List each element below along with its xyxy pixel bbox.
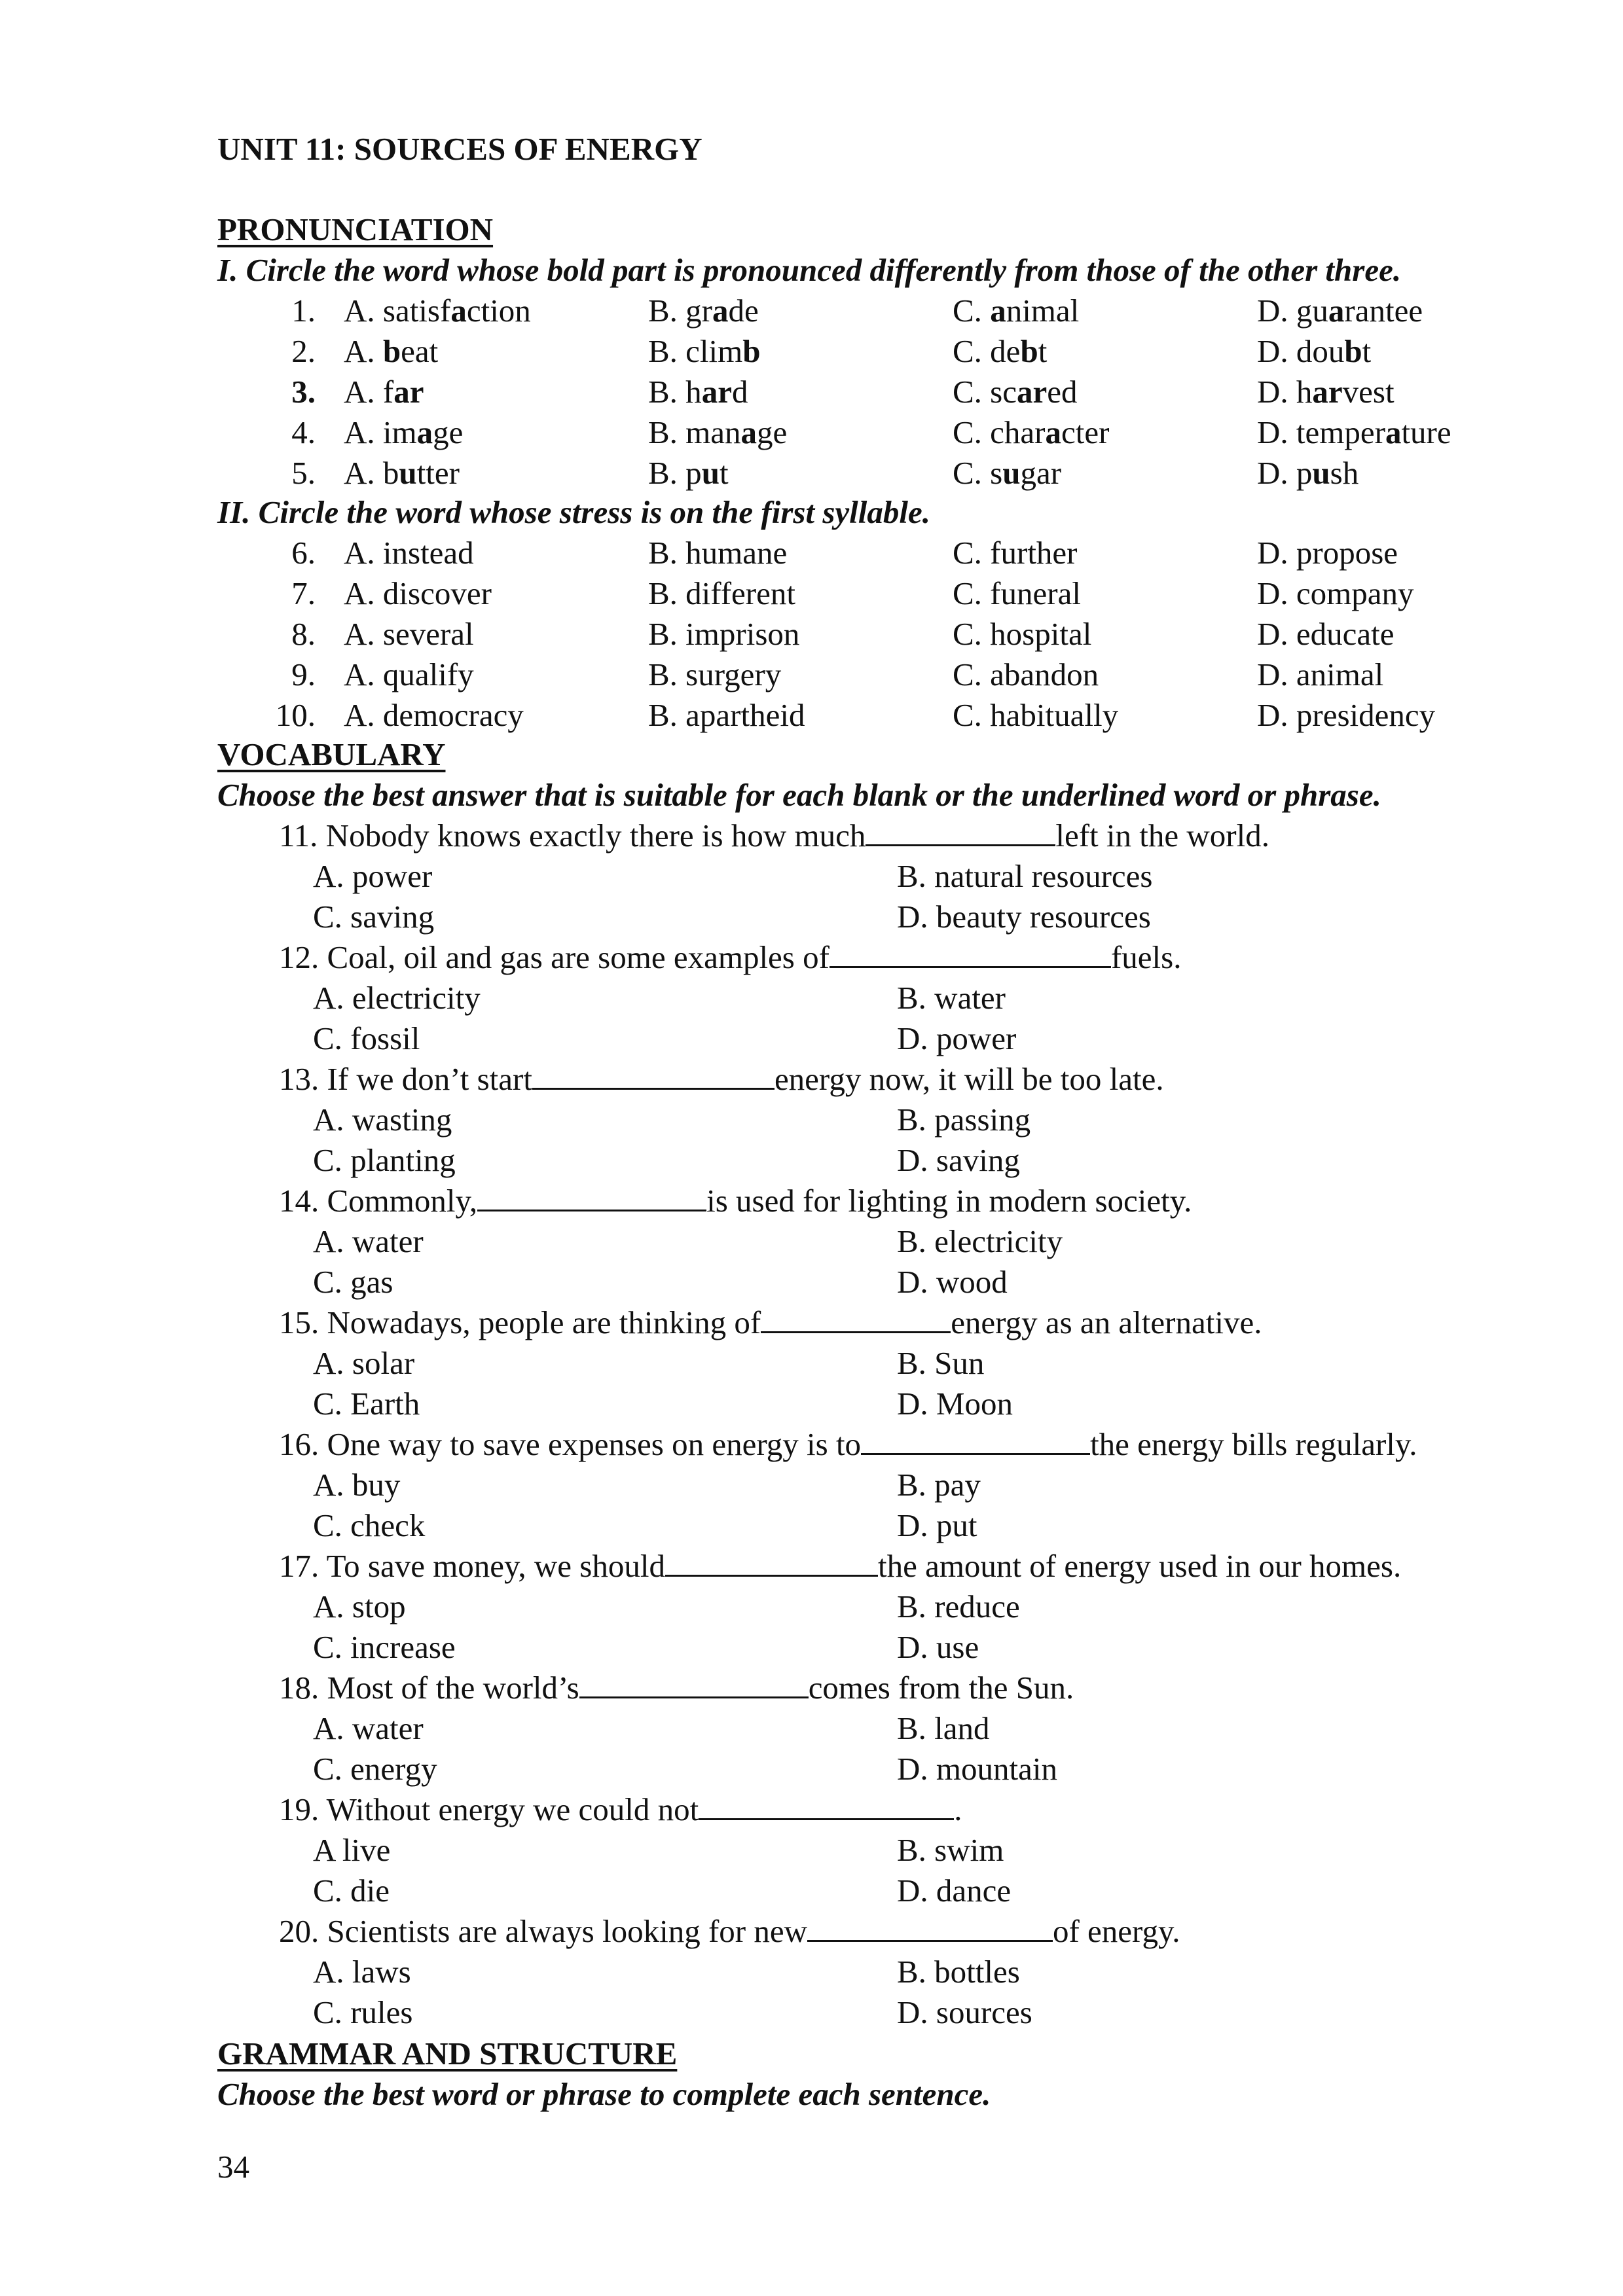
bold-part: a xyxy=(450,293,467,329)
question-stem xyxy=(279,1181,1192,1221)
option-d[interactable]: D. beauty resources xyxy=(897,899,1151,935)
question-text-after: the energy bills regularly. xyxy=(1090,1426,1417,1462)
answer-blank[interactable] xyxy=(861,1426,1090,1455)
option-b[interactable]: B. climb xyxy=(648,333,761,369)
option-b[interactable]: B. pay xyxy=(897,1467,981,1503)
option-a[interactable]: A. far xyxy=(344,374,424,410)
answer-blank[interactable] xyxy=(579,1669,809,1698)
option-b[interactable]: B. different xyxy=(648,575,795,611)
option-b[interactable]: B. imprison xyxy=(648,616,800,652)
question-text: 18. Most of the world’s xyxy=(279,1670,579,1706)
option-a[interactable]: A. discover xyxy=(344,575,492,611)
option-a[interactable]: A. satisfaction xyxy=(344,293,531,329)
question-text: 14. Commonly, xyxy=(279,1183,478,1219)
option-c[interactable]: C. planting xyxy=(313,1142,456,1178)
bold-part: b xyxy=(1344,333,1362,369)
option-a[interactable]: A. several xyxy=(344,616,474,652)
question-text: 17. To save money, we should xyxy=(279,1548,665,1584)
option-a[interactable]: A. instead xyxy=(344,535,474,571)
bold-part: u xyxy=(399,455,417,491)
option-c[interactable]: C. character xyxy=(953,414,1110,450)
item-number: 10. xyxy=(275,697,316,733)
item-number: 4. xyxy=(291,414,316,450)
question-text-after: energy now, it will be too late. xyxy=(774,1061,1164,1097)
option-d[interactable]: D. doubt xyxy=(1257,333,1372,369)
option-b[interactable]: B. surgery xyxy=(648,656,782,692)
answer-blank[interactable] xyxy=(665,1547,878,1577)
option-c[interactable]: C. die xyxy=(313,1873,390,1909)
option-a[interactable]: A. butter xyxy=(344,455,460,491)
option-d[interactable]: D. wood xyxy=(897,1264,1008,1300)
option-b[interactable]: B. apartheid xyxy=(648,697,805,733)
question-stem xyxy=(279,816,1269,856)
question-stem xyxy=(279,1546,1401,1587)
question-text-after: left in the world. xyxy=(1055,817,1269,853)
question-text: 19. Without energy we could not xyxy=(279,1791,699,1827)
option-b[interactable]: B. hard xyxy=(648,374,748,410)
question-text-after: . xyxy=(954,1791,962,1827)
option-c[interactable]: C. Earth xyxy=(313,1386,420,1422)
question-text: 11. Nobody knows exactly there is how much xyxy=(279,817,866,853)
option-d[interactable]: D. harvest xyxy=(1257,374,1395,410)
bold-part: b xyxy=(1020,333,1038,369)
item-number: 3. xyxy=(291,374,316,410)
grammar-instruction: Choose the best word or phrase to complete each sentence. xyxy=(217,2076,991,2112)
option-d[interactable]: D. company xyxy=(1257,575,1414,611)
option-a[interactable]: A. laws xyxy=(313,1954,411,1990)
option-b[interactable]: B. bottles xyxy=(897,1954,1020,1990)
option-a[interactable]: A live xyxy=(313,1832,391,1868)
option-a[interactable]: A. stop xyxy=(313,1588,406,1624)
bold-part: a xyxy=(1328,293,1345,329)
option-d[interactable]: D. guarantee xyxy=(1257,293,1423,329)
bold-part: ar xyxy=(701,374,732,410)
vocabulary-instruction: Choose the best answer that is suitable for each blank or the underlined word or phrase. xyxy=(217,777,1381,813)
option-c[interactable]: C. rules xyxy=(313,1994,413,2030)
bold-part: ar xyxy=(393,374,424,410)
question-text: 16. One way to save expenses on energy is to xyxy=(279,1426,862,1462)
option-d[interactable]: D. sources xyxy=(897,1994,1032,2030)
option-d[interactable]: D. animal xyxy=(1257,656,1384,692)
option-d[interactable]: D. put xyxy=(897,1507,977,1543)
question-text-after: the amount of energy used in our homes. xyxy=(877,1548,1402,1584)
option-d[interactable]: D. power xyxy=(897,1020,1017,1056)
question-stem xyxy=(279,1059,1164,1100)
option-c[interactable]: C. saving xyxy=(313,899,435,935)
option-c[interactable]: C. habitually xyxy=(953,697,1119,733)
option-b[interactable]: B. passing xyxy=(897,1102,1031,1138)
option-d[interactable]: D. educate xyxy=(1257,616,1395,652)
item-number: 7. xyxy=(291,575,316,611)
answer-blank[interactable] xyxy=(477,1182,706,1211)
answer-blank[interactable] xyxy=(699,1791,954,1820)
answer-blank[interactable] xyxy=(761,1304,951,1333)
answer-blank[interactable] xyxy=(830,939,1111,968)
item-number: 9. xyxy=(291,656,316,692)
item-number: 5. xyxy=(291,455,316,491)
bold-part: a xyxy=(990,293,1006,329)
bold-part: ar xyxy=(1017,374,1048,410)
bold-part: a xyxy=(416,414,433,450)
option-c[interactable]: C. fossil xyxy=(313,1020,420,1056)
option-d[interactable]: D. push xyxy=(1257,455,1359,491)
answer-blank[interactable] xyxy=(532,1060,775,1090)
question-text: 20. Scientists are always looking for new xyxy=(279,1913,807,1949)
option-c[interactable]: C. sugar xyxy=(953,455,1062,491)
option-b[interactable]: B. electricity xyxy=(897,1223,1063,1259)
option-b[interactable]: B. reduce xyxy=(897,1588,1020,1624)
option-b[interactable]: B. natural resources xyxy=(897,858,1153,894)
pronunciation-part1-instruction: I. Circle the word whose bold part is pronounced differently from those of the other three. xyxy=(217,252,1402,288)
bold-part: a xyxy=(1045,414,1061,450)
bold-part: b xyxy=(382,333,401,369)
option-d[interactable]: D. mountain xyxy=(897,1751,1057,1787)
vocabulary-heading: VOCABULARY xyxy=(217,736,446,772)
option-d[interactable]: D. propose xyxy=(1257,535,1398,571)
option-b[interactable]: B. humane xyxy=(648,535,788,571)
option-c[interactable]: C. hospital xyxy=(953,616,1092,652)
option-c[interactable]: C. further xyxy=(953,535,1078,571)
item-number: 1. xyxy=(291,293,316,329)
option-c[interactable]: C. increase xyxy=(313,1629,456,1665)
option-c[interactable]: C. abandon xyxy=(953,656,1099,692)
option-d[interactable]: D. use xyxy=(897,1629,979,1665)
bold-part: a xyxy=(712,293,729,329)
item-number: 8. xyxy=(291,616,316,652)
option-b[interactable]: B. grade xyxy=(648,293,759,329)
option-c[interactable]: C. gas xyxy=(313,1264,393,1300)
option-d[interactable]: D. dance xyxy=(897,1873,1012,1909)
item-number: 2. xyxy=(291,333,316,369)
question-text-after: of energy. xyxy=(1052,1913,1180,1949)
unit-title: UNIT 11: SOURCES OF ENERGY xyxy=(217,131,702,167)
answer-blank[interactable] xyxy=(866,817,1055,846)
option-a[interactable]: A. beat xyxy=(344,333,439,369)
question-stem xyxy=(279,1668,1074,1708)
option-c[interactable]: C. animal xyxy=(953,293,1080,329)
bold-part: u xyxy=(1002,455,1021,491)
question-stem xyxy=(279,937,1181,978)
question-text-after: fuels. xyxy=(1110,939,1182,975)
option-c[interactable]: C. funeral xyxy=(953,575,1081,611)
option-c[interactable]: C. scared xyxy=(953,374,1078,410)
option-b[interactable]: B. put xyxy=(648,455,729,491)
question-text: 12. Coal, oil and gas are some examples of xyxy=(279,939,830,975)
question-stem xyxy=(279,1302,1262,1343)
option-b[interactable]: B. swim xyxy=(897,1832,1004,1868)
question-text-after: energy as an alternative. xyxy=(951,1304,1262,1340)
option-b[interactable]: B. land xyxy=(897,1710,990,1746)
option-a[interactable]: A. democracy xyxy=(344,697,524,733)
option-c[interactable]: C. check xyxy=(313,1507,426,1543)
option-a[interactable]: A. buy xyxy=(313,1467,401,1503)
option-a[interactable]: A. electricity xyxy=(313,980,481,1016)
question-text: 15. Nowadays, people are thinking of xyxy=(279,1304,761,1340)
option-b[interactable]: B. water xyxy=(897,980,1006,1016)
option-a[interactable]: A. solar xyxy=(313,1345,415,1381)
question-stem xyxy=(279,1911,1180,1952)
item-number: 6. xyxy=(291,535,316,571)
option-d[interactable]: D. Moon xyxy=(897,1386,1013,1422)
option-a[interactable]: A. water xyxy=(313,1710,424,1746)
grammar-heading: GRAMMAR AND STRUCTURE xyxy=(217,2036,678,2072)
option-c[interactable]: C. debt xyxy=(953,333,1048,369)
answer-blank[interactable] xyxy=(807,1912,1053,1942)
option-a[interactable]: A. image xyxy=(344,414,464,450)
option-d[interactable]: D. saving xyxy=(897,1142,1020,1178)
bold-part: u xyxy=(701,455,720,491)
bold-part: a xyxy=(1385,414,1402,450)
question-stem xyxy=(279,1424,1417,1465)
question-stem xyxy=(279,1789,962,1830)
pronunciation-part2-instruction: II. Circle the word whose stress is on the first syllable. xyxy=(217,494,931,530)
option-b[interactable]: B. manage xyxy=(648,414,788,450)
option-d[interactable]: D. presidency xyxy=(1257,697,1436,733)
question-text: 13. If we don’t start xyxy=(279,1061,532,1097)
bold-part: ar xyxy=(1312,374,1343,410)
option-a[interactable]: A. qualify xyxy=(344,656,474,692)
bold-part: b xyxy=(742,333,761,369)
bold-part: a xyxy=(740,414,757,450)
pronunciation-heading: PRONUNCIATION xyxy=(217,211,494,247)
question-text-after: is used for lighting in modern society. xyxy=(706,1183,1192,1219)
page-number: 34 xyxy=(217,2149,249,2185)
option-a[interactable]: A. water xyxy=(313,1223,424,1259)
option-d[interactable]: D. temperature xyxy=(1257,414,1451,450)
option-c[interactable]: C. energy xyxy=(313,1751,437,1787)
option-a[interactable]: A. wasting xyxy=(313,1102,452,1138)
option-b[interactable]: B. Sun xyxy=(897,1345,985,1381)
question-text-after: comes from the Sun. xyxy=(808,1670,1074,1706)
option-a[interactable]: A. power xyxy=(313,858,433,894)
bold-part: u xyxy=(1312,455,1330,491)
